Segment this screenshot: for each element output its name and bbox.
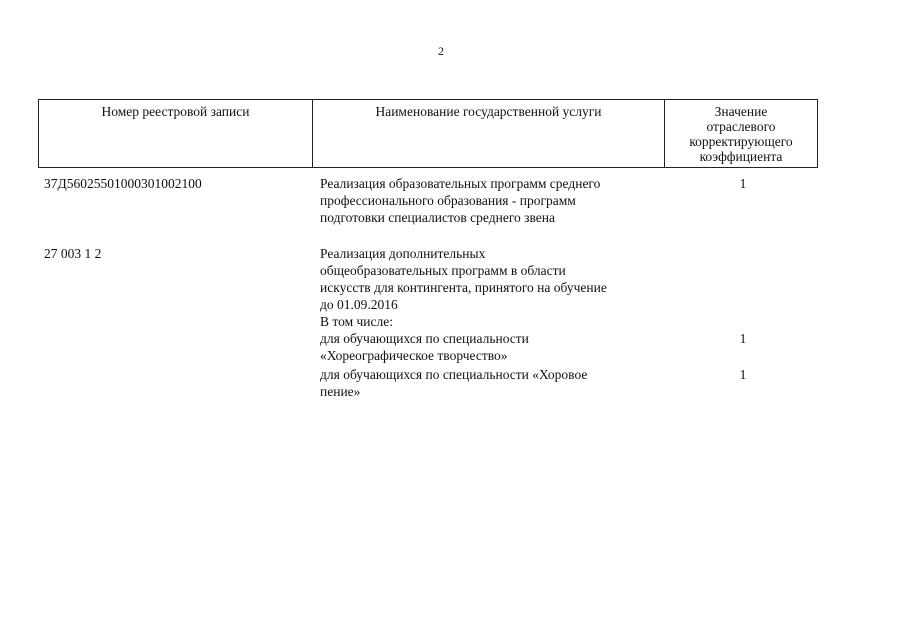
service-name-line: Реализация образовательных программ среднего (320, 176, 601, 191)
registry-code: 37Д56025501000301002100 (44, 176, 202, 191)
header-registry-number: Номер реестровой записи (39, 100, 313, 167)
page-number: 2 (438, 44, 444, 58)
header-coefficient (665, 100, 817, 167)
registry-code: 27 003 1 2 (44, 246, 102, 261)
service-name (320, 175, 665, 226)
header-service-name: Наименование государственной услуги (313, 100, 665, 167)
header-coefficient-line: корректирующего (689, 134, 793, 149)
service-name-line: Реализация дополнительных (320, 246, 486, 261)
service-name-line: В том числе: (320, 314, 393, 329)
subitem-name-line: пение» (320, 384, 361, 399)
coefficient-value: 1 (739, 176, 747, 191)
service-name-line: общеобразовательных программ в области (320, 263, 566, 278)
service-name-line: подготовки специалистов среднего звена (320, 210, 555, 225)
service-name-line: до 01.09.2016 (320, 297, 398, 312)
service-name (320, 245, 665, 330)
coefficient-value: 1 (739, 331, 747, 346)
subitem-name (320, 330, 665, 364)
subitem-name-line: для обучающихся по специальности «Хоровое (320, 367, 588, 382)
table-header (38, 99, 818, 168)
header-coefficient-line: коэффициента (699, 149, 783, 164)
coefficient-value: 1 (739, 367, 747, 382)
service-name-line: профессионального образования - программ (320, 193, 576, 208)
header-coefficient-line: Значение (714, 104, 768, 119)
subitem-name-line: для обучающихся по специальности (320, 331, 529, 346)
subitem-name-line: «Хореографическое творчество» (320, 348, 508, 363)
service-name-line: искусств для контингента, принятого на обучение (320, 280, 607, 295)
subitem-name (320, 366, 665, 400)
header-coefficient-line: отраслевого (706, 119, 776, 134)
